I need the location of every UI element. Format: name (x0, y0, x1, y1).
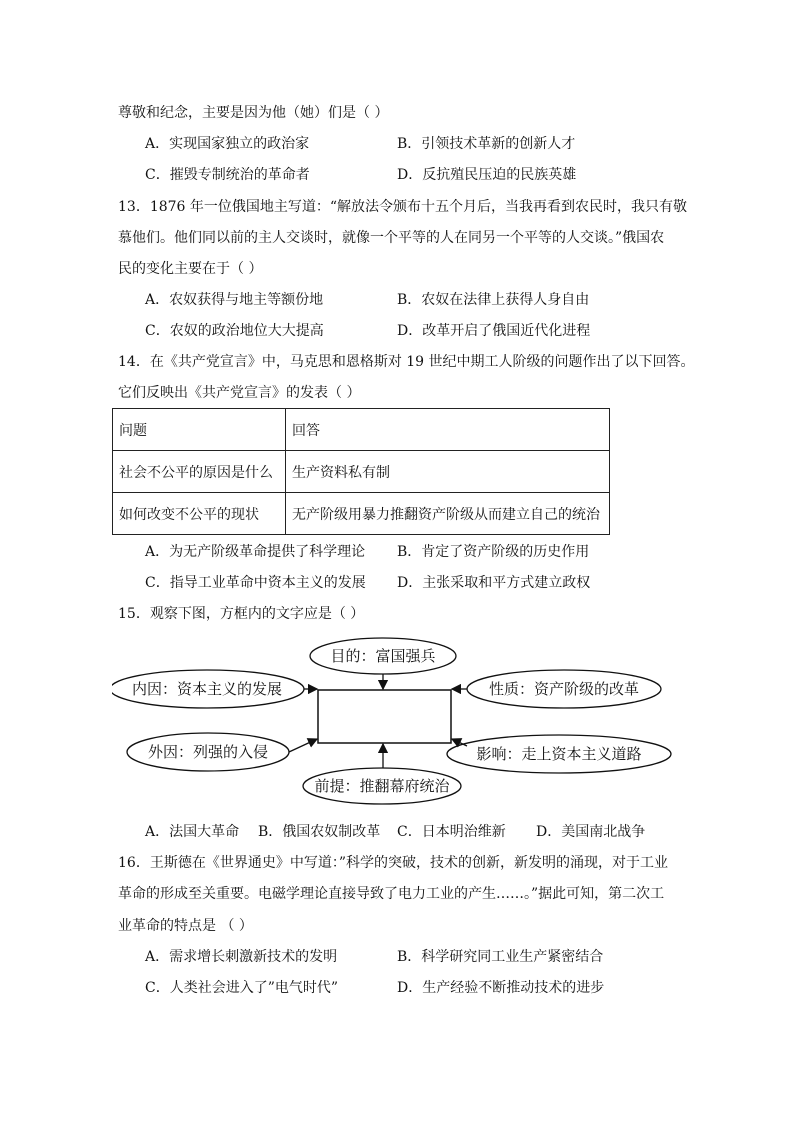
q14-option-d[interactable]: D．主张采取和平方式建立政权 (397, 575, 591, 591)
table-cell: 如何改变不公平的现状 (113, 493, 286, 535)
q14-option-a[interactable]: A．为无产阶级革命提供了科学理论 (145, 544, 366, 560)
q13-option-c[interactable]: C．农奴的政治地位大大提高 (145, 323, 324, 339)
q14-option-b[interactable]: B．肯定了资产阶级的历史作用 (397, 544, 590, 560)
q12-option-d[interactable]: D．反抗殖民压迫的民族英雄 (397, 167, 577, 183)
q14-option-c[interactable]: C．指导工业革命中资本主义的发展 (145, 575, 366, 591)
diagram-left-top-label: 内因：资本主义的发展 (131, 680, 283, 698)
table-cell: 社会不公平的原因是什么 (113, 451, 286, 493)
diagram-top-label: 目的：富国强兵 (330, 647, 436, 665)
table-cell: 无产阶级用暴力推翻资产阶级从而建立自己的统治 (286, 493, 610, 535)
q16-option-c[interactable]: C．人类社会进入了”电气时代” (145, 980, 339, 996)
q16-option-b[interactable]: B．科学研究同工业生产紧密结合 (397, 949, 604, 965)
question-15-stem: 15．观察下图，方框内的文字应是（ ） (118, 606, 365, 622)
table-header-cell: 回答 (286, 409, 610, 451)
question-12-stem-tail: 尊敬和纪念，主要是因为他（她）们是（ ） (118, 105, 389, 121)
table-row (113, 493, 610, 535)
q16-option-a[interactable]: A．需求增长刺激新技术的发明 (145, 949, 338, 965)
q13-option-a[interactable]: A．农奴获得与地主等额份地 (145, 292, 324, 308)
question-14-stem-line2: 它们反映出《共产党宣言》的发表（ ） (118, 385, 361, 401)
question-16-stem-line2: 革命的形成至关重要。电磁学理论直接导致了电力工业的产生……。”据此可知，第二次工 (118, 886, 665, 902)
q15-option-c[interactable]: C．日本明治维新 (397, 824, 506, 840)
diagram-right-top-label: 性质：资产阶级的改革 (488, 680, 640, 698)
q14-table (112, 408, 610, 535)
question-13-stem-line1: 13．1876 年一位俄国地主写道：“解放法令颁布十五个月后，当我再看到农民时，我只有敬 (118, 199, 688, 215)
question-16-stem-line1: 16．王斯德在《世界通史》中写道：”科学的突破，技术的创新，新发明的涌现，对于工业 (118, 855, 668, 871)
diagram-bottom-label: 前提：推翻幕府统治 (314, 777, 450, 795)
arrow-left-bottom (289, 739, 317, 752)
table-cell: 生产资料私有制 (286, 451, 610, 493)
table-row (113, 451, 610, 493)
q12-option-b[interactable]: B．引领技术革新的创新人才 (397, 136, 576, 152)
table-header-cell: 问题 (113, 409, 286, 451)
q13-option-d[interactable]: D．改革开启了俄国近代化进程 (397, 323, 591, 339)
diagram-right-bottom-label: 影响：走上资本主义道路 (476, 745, 642, 763)
q15-concept-diagram (112, 636, 682, 806)
question-14-stem-line1: 14．在《共产党宣言》中，马克思和恩格斯对 19 世纪中期工人阶级的问题作出了以下回答。 (118, 354, 695, 370)
q15-option-a[interactable]: A．法国大革命 (145, 824, 240, 840)
question-13-stem-line3: 民的变化主要在于（ ） (118, 261, 263, 277)
question-16-stem-line3: 业革命的特点是 （ ） (118, 918, 253, 934)
q15-option-d[interactable]: D．美国南北战争 (536, 824, 646, 840)
q16-option-d[interactable]: D．生产经验不断推动技术的进步 (397, 980, 605, 996)
q12-option-c[interactable]: C．摧毁专制统治的革命者 (145, 167, 310, 183)
center-blank-box (318, 690, 451, 743)
table-header-row (113, 409, 610, 451)
q13-option-b[interactable]: B．农奴在法律上获得人身自由 (397, 292, 590, 308)
q12-option-a[interactable]: A．实现国家独立的政治家 (145, 136, 310, 152)
diagram-left-bottom-label: 外因：列强的入侵 (147, 743, 269, 761)
q15-option-b[interactable]: B．俄国农奴制改革 (258, 824, 381, 840)
question-13-stem-line2: 慕他们。他们同以前的主人交谈时，就像一个平等的人在同另一个平等的人交谈。”俄国农 (118, 230, 665, 246)
